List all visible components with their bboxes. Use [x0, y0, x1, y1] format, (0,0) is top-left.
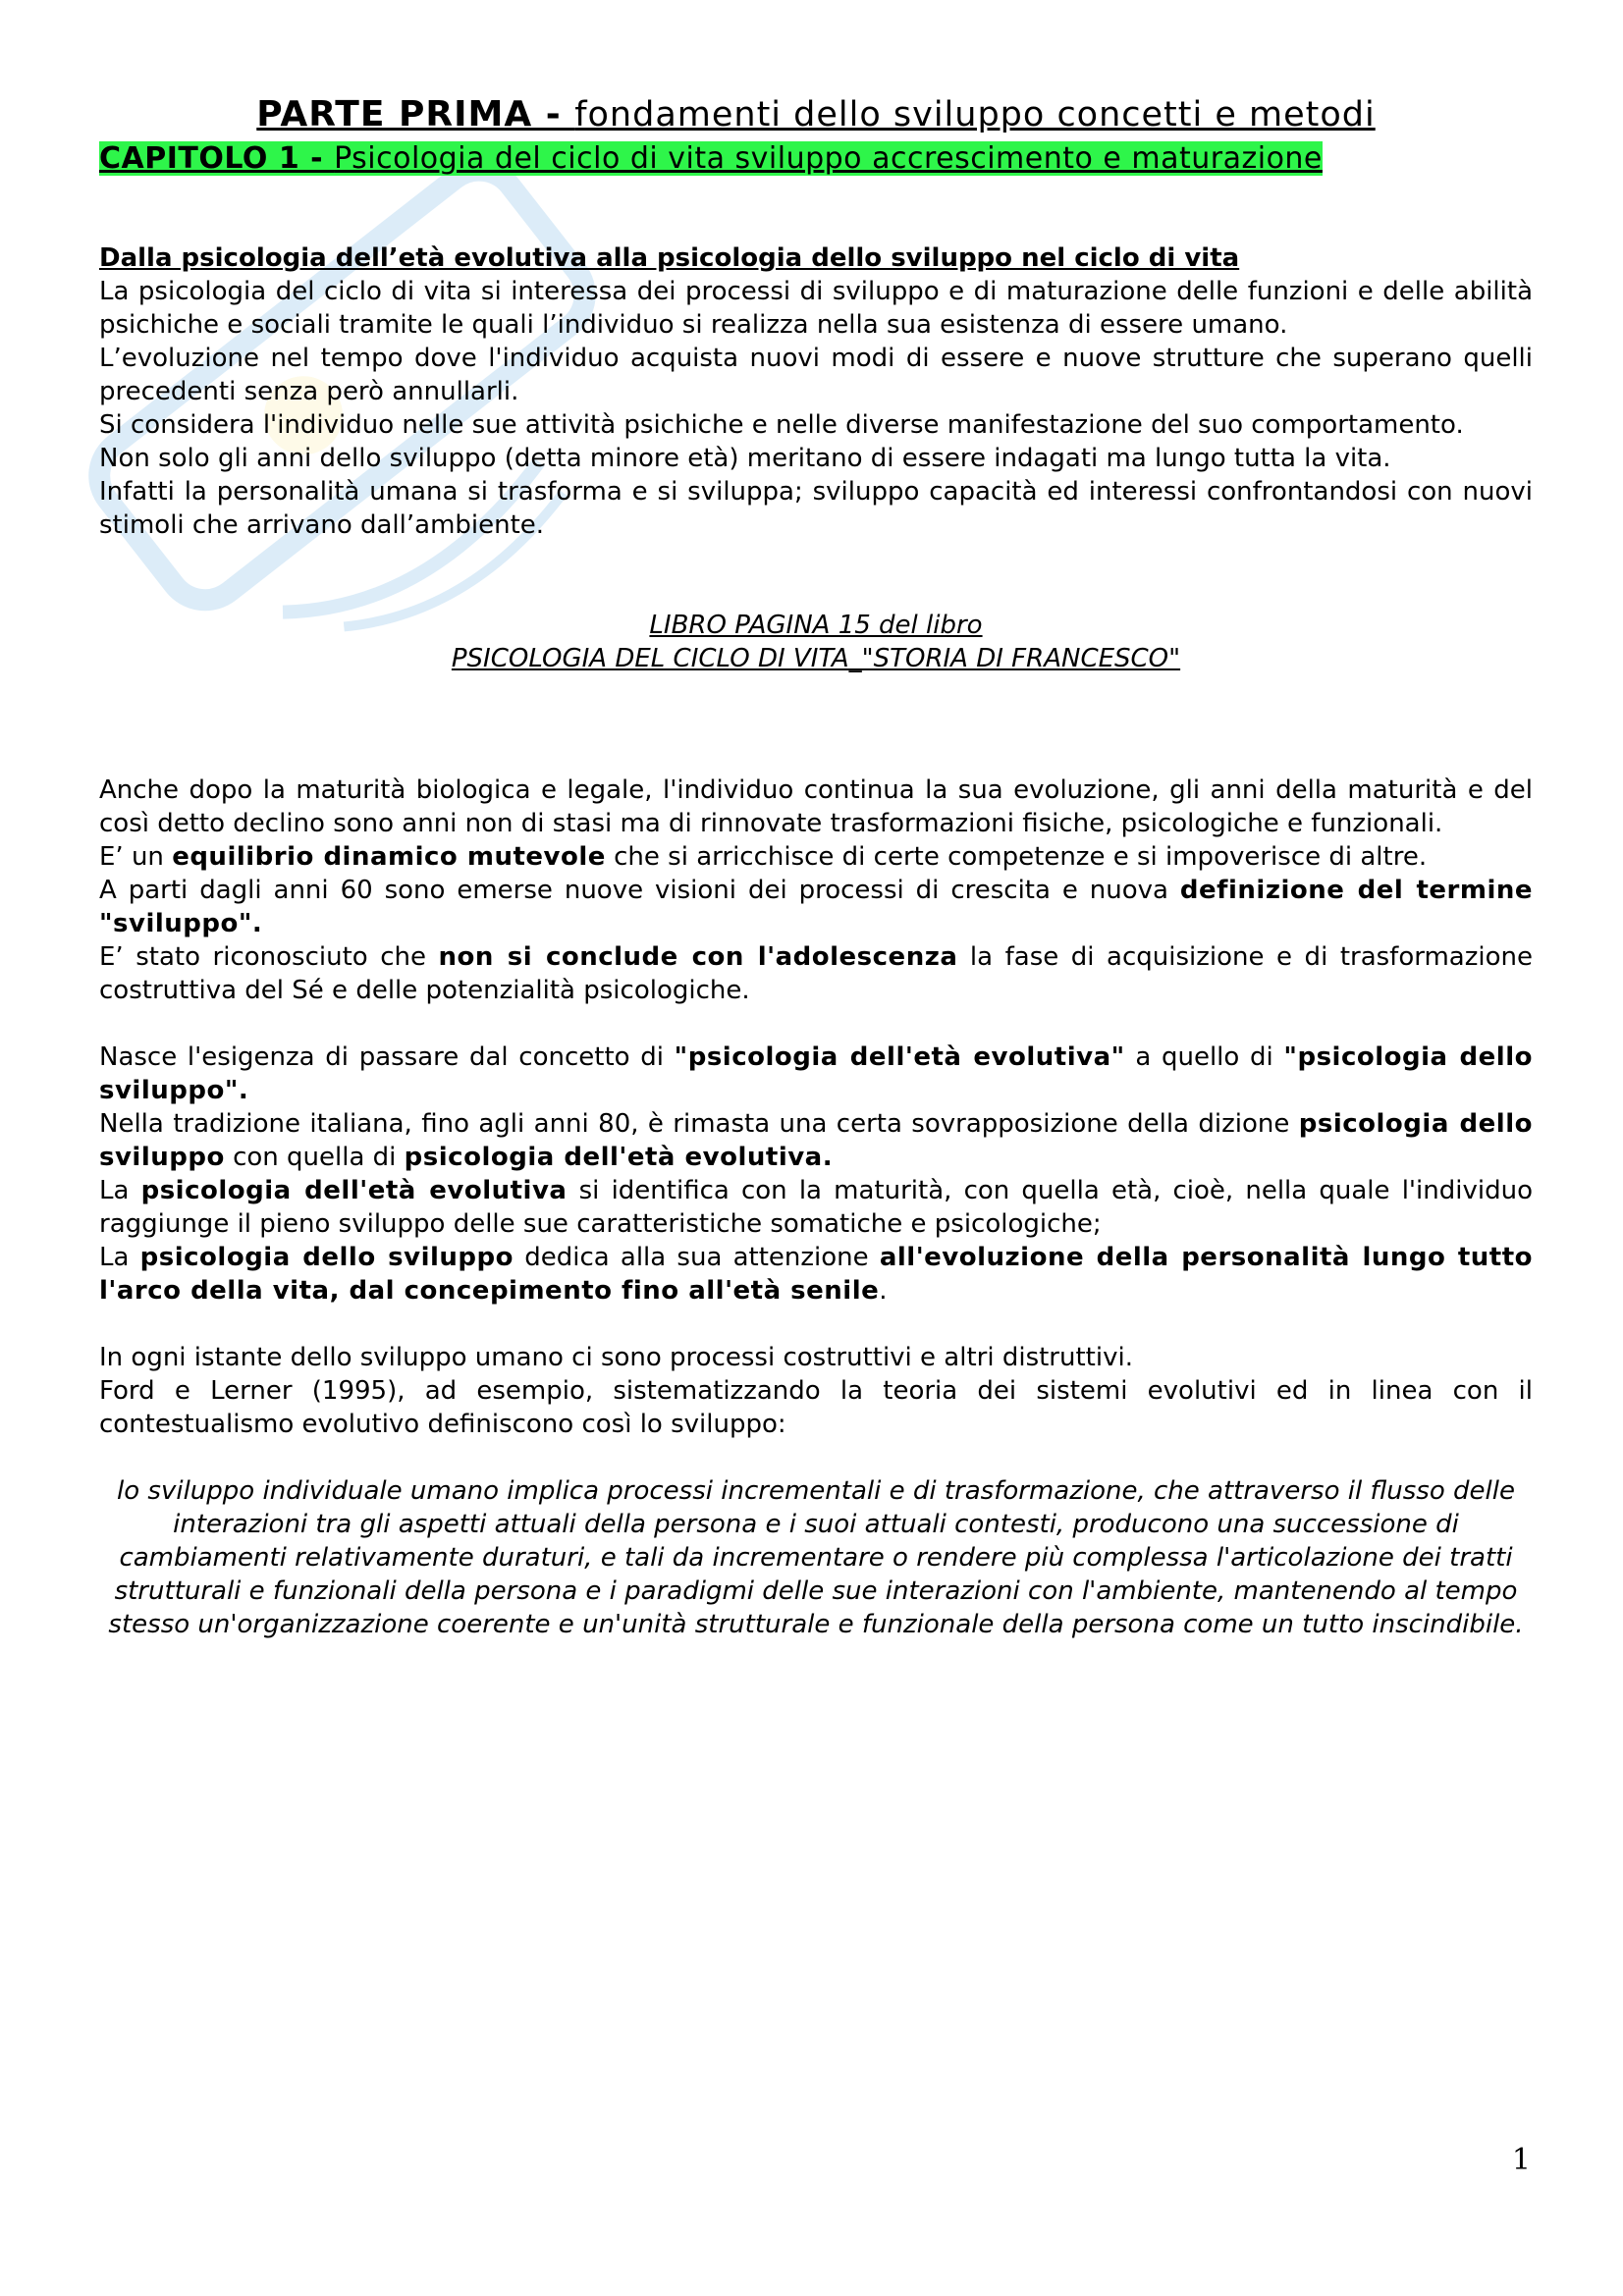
book-reference-line: LIBRO PAGINA 15 del libro — [649, 611, 983, 640]
paragraph: Si considera l'individuo nelle sue attività psichiche e nelle diverse manifestazione del suo comportamento. — [99, 410, 1464, 440]
paragraph: La psicologia dell'età evolutiva si identifica con la maturità, con quella età, cioè, nella quale l'individuo raggiunge il pieno sviluppo delle sue caratteristiche somatiche e psicologiche; — [99, 1176, 1533, 1239]
part-title — [99, 94, 1533, 135]
paragraph: E’ stato riconosciuto che non si conclude con l'adolescenza la fase di acquisizione e di trasformazione costruttiva del Sé e delle potenzialità psicologiche. — [99, 942, 1533, 1005]
paragraph: Ford e Lerner (1995), ad esempio, sistematizzando la teoria dei sistemi evolutivi ed in linea con il contestualismo evolutivo definiscono così lo sviluppo: — [99, 1376, 1533, 1439]
paragraph: La psicologia del ciclo di vita si interessa dei processi di sviluppo e di maturazione delle funzioni e delle abilità psichiche e sociali tramite le quali l’individuo si realizza nella sua esistenza di essere umano. — [99, 277, 1533, 340]
page-number: 1 — [1511, 2143, 1531, 2177]
part-title-rest: fondamenti dello sviluppo concetti e metodi — [574, 95, 1376, 134]
chapter-title-bold: CAPITOLO 1 - — [99, 141, 335, 176]
section-heading: Dalla psicologia dell’età evolutiva alla psicologia dello sviluppo nel ciclo di vita — [99, 243, 1240, 273]
paragraph: Non solo gli anni dello sviluppo (detta minore età) meritano di essere indagati ma lungo tutta la vita. — [99, 444, 1391, 473]
definition-quote: lo sviluppo individuale umano implica processi incrementali e di trasformazione, che attraverso il flusso delle interazioni tra gli aspetti attuali della persona e i suoi attuali contesti, producono una successione di cambiamenti relativamente duraturi, e tali da incrementare o rendere più complessa l'articolazione dei tratti strutturali e funzionali della persona e i paradigmi delle sue interazioni con l'ambiente, mantenendo al tempo stesso un'organizzazione coerente e un'unità strutturale e funzionale della persona come un tutto inscindibile. — [108, 1476, 1524, 1639]
chapter-title-rest: Psicologia del ciclo di vita sviluppo accrescimento e maturazione — [334, 141, 1323, 176]
chapter-title — [99, 139, 1533, 179]
paragraph: L’evoluzione nel tempo dove l'individuo acquista nuovi modi di essere e nuove strutture che superano quelli precedenti senza però annullarli. — [99, 344, 1533, 406]
document-page — [99, 94, 1533, 1641]
paragraph: In ogni istante dello sviluppo umano ci sono processi costruttivi e altri distruttivi. — [99, 1343, 1133, 1372]
paragraph: Nasce l'esigenza di passare dal concetto di "psicologia dell'età evolutiva" a quello di "psicologia dello sviluppo". — [99, 1042, 1533, 1105]
paragraph: Nella tradizione italiana, fino agli anni 80, è rimasta una certa sovrapposizione della dizione psicologia dello sviluppo con quella di psicologia dell'età evolutiva. — [99, 1109, 1533, 1172]
book-reference-line: PSICOLOGIA DEL CICLO DI VITA_"STORIA DI FRANCESCO" — [451, 644, 1181, 673]
paragraph: Anche dopo la maturità biologica e legale, l'individuo continua la sua evoluzione, gli anni della maturità e del così detto declino sono anni non di stasi ma di rinnovate trasformazioni fisiche, psicologiche e funzionali. — [99, 775, 1533, 838]
paragraph: Infatti la personalità umana si trasforma e si sviluppa; sviluppo capacità ed interessi confrontandosi con nuovi stimoli che arrivano dall’ambiente. — [99, 477, 1533, 540]
paragraph: La psicologia dello sviluppo dedica alla sua attenzione all'evoluzione della personalità lungo tutto l'arco della vita, dal concepimento fino all'età senile. — [99, 1243, 1534, 1306]
part-title-bold: PARTE PRIMA - — [256, 94, 575, 134]
paragraph: E’ un equilibrio dinamico mutevole che si arricchisce di certe competenze e si impoverisce di altre. — [99, 842, 1428, 872]
paragraph: A parti dagli anni 60 sono emerse nuove visioni dei processi di crescita e nuova definizione del termine "sviluppo". — [99, 876, 1533, 938]
